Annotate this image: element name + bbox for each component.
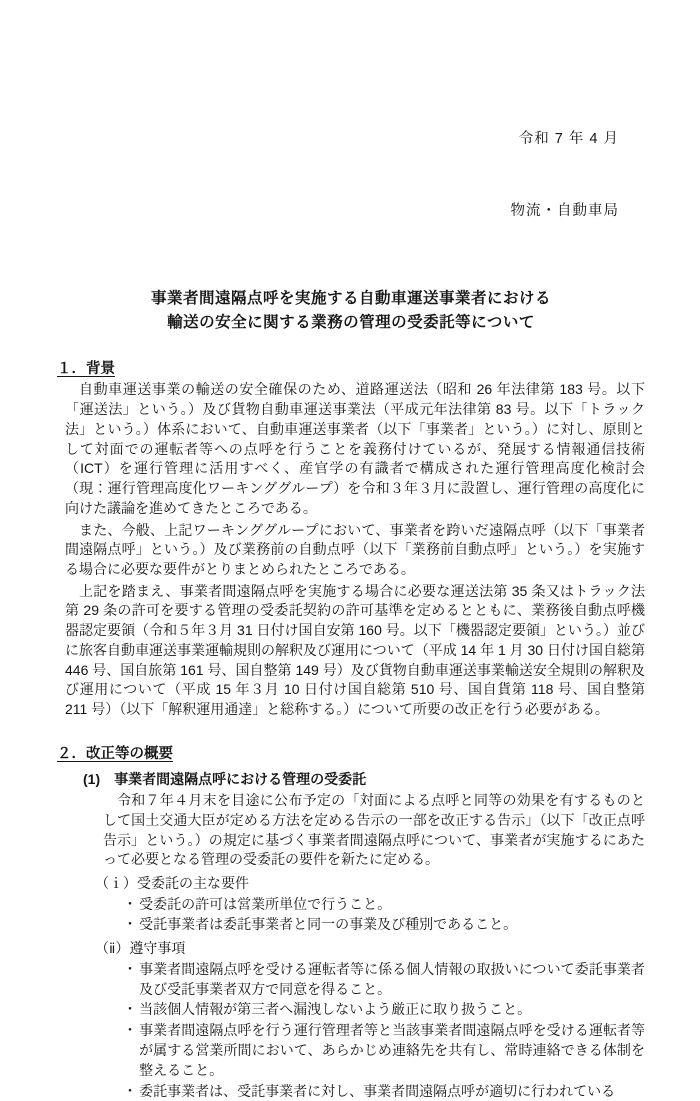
list-item-text: 事業者間遠隔点呼を行う運行管理者等と当該事業者間遠隔点呼を受ける運転者等が属する営業所間において、あらかじめ連絡先を共有し、常時連絡できる体制を整えること。 <box>139 1021 645 1079</box>
list-item <box>123 1020 645 1081</box>
document-title-line2: 輸送の安全に関する業務の管理の受委託等について <box>167 314 535 332</box>
list-item-text: 受委託の許可は営業所単位で行うこと。 <box>139 896 392 913</box>
section1-heading: １．背景 <box>57 361 115 378</box>
bullet-icon: ・ <box>123 916 137 933</box>
bullet-icon: ・ <box>123 960 137 977</box>
section2-item1-paragraph: 令和７年４月末を目途に公布予定の「対面による点呼と同等の効果を有するものとして国土交通大臣が定める方法を定める告示の一部を改正する告示」（以下「改正点呼告示」という。）の規定に基づく事業者間遠隔点呼について、事業者が実施するにあたって必要となる管理の受委託の要件を新たに定める。 <box>103 792 645 868</box>
bullet-icon: ・ <box>123 1021 137 1038</box>
list-item-text: 委託事業者は、受託事業者に対し、事業者間遠隔点呼が適切に行われている <box>139 1082 616 1099</box>
date-line: 令和 7 年 4 月 <box>518 130 619 147</box>
section1-paragraph-2: また、今般、上記ワーキンググループにおいて、事業者を跨いだ遠隔点呼（以下「事業者間遠隔点呼」という。）及び業務前の自動点呼（以下「業務前自動点呼」という。）を実施する場合に必要な要件がとりまとめられたところである。 <box>65 521 645 578</box>
list-item <box>123 1081 645 1101</box>
section1-paragraph-1: 自動車運送事業の輸送の安全確保のため、道路運送法（昭和 26 年法律第 183 号。以下「運送法」という。）及び貨物自動車運送事業法（平成元年法律第 83 号。以下「トラック法」という。）体系において、自動車運送事業者（以下「事業者」という。）に対し、原則として対面での運転者等への点呼を行うことを義務付けているが、発展する情報通信技術（ICT）を運行管理に活用すべく、産官学の有識者で構成された運行管理高度化検討会（現：運行管理高度化ワーキンググループ）を令和３年３月に設置し、運行管理の高度化に向けた議論を進めてきたところである。 <box>65 381 645 516</box>
compliance-list <box>123 959 645 1101</box>
bullet-icon: ・ <box>123 1001 137 1018</box>
list-item <box>123 959 645 1000</box>
bullet-icon: ・ <box>123 896 137 913</box>
requirements-list <box>123 894 645 935</box>
requirements-subheading: （ｉ）受委託の主な要件 <box>95 875 249 892</box>
list-item-text: 当該個人情報が第三者へ漏洩しないよう厳正に取り扱うこと。 <box>139 1001 532 1018</box>
list-item <box>123 914 645 934</box>
department-line: 物流・自動車局 <box>510 202 619 219</box>
compliance-subheading: （ⅱ）遵守事項 <box>95 939 186 956</box>
bullet-icon: ・ <box>123 1082 137 1099</box>
list-item <box>123 894 645 914</box>
section1-paragraph-3: 上記を踏まえ、事業者間遠隔点呼を実施する場合に必要な運送法第 35 条又はトラック法第 29 条の許可を要する管理の受委託契約の許可基準を定めるとともに、業務後自動点呼機器認定要領（令和５年３月 31 日付け国自安第 160 号。以下「機器認定要領」という。）並びに旅客自動車運送事業運輸規則の解釈及び運用について（平成 14 年 1 月 30 日付け国自総第 446 号、国自旅第 161 号、国自整第 149 号）及び貨物自動車運送事業輸送安全規則の解釈及び運用について（平成 15 年３月 10 日付け国自総第 510 号、国自貨第 118 号、国自整第 211 号）（以下「解釈運用通達」と総称する。）について所要の改正を行う必要がある。 <box>65 582 645 718</box>
document-title <box>57 287 645 335</box>
list-item-text: 事業者間遠隔点呼を受ける運転者等に係る個人情報の取扱いについて委託事業者及び受託事業者双方で同意を得ること。 <box>139 960 645 998</box>
list-item-text: 受託事業者は委託事業者と同一の事業及び種別であること。 <box>139 916 518 933</box>
section2-item1-heading: (1) 事業者間遠隔点呼における管理の受委託 <box>83 770 367 787</box>
document-title-line1: 事業者間遠隔点呼を実施する自動車運送事業者における <box>150 290 551 308</box>
document-meta <box>57 80 645 271</box>
list-item <box>123 999 645 1019</box>
section2-heading: ２．改正等の概要 <box>57 745 173 762</box>
